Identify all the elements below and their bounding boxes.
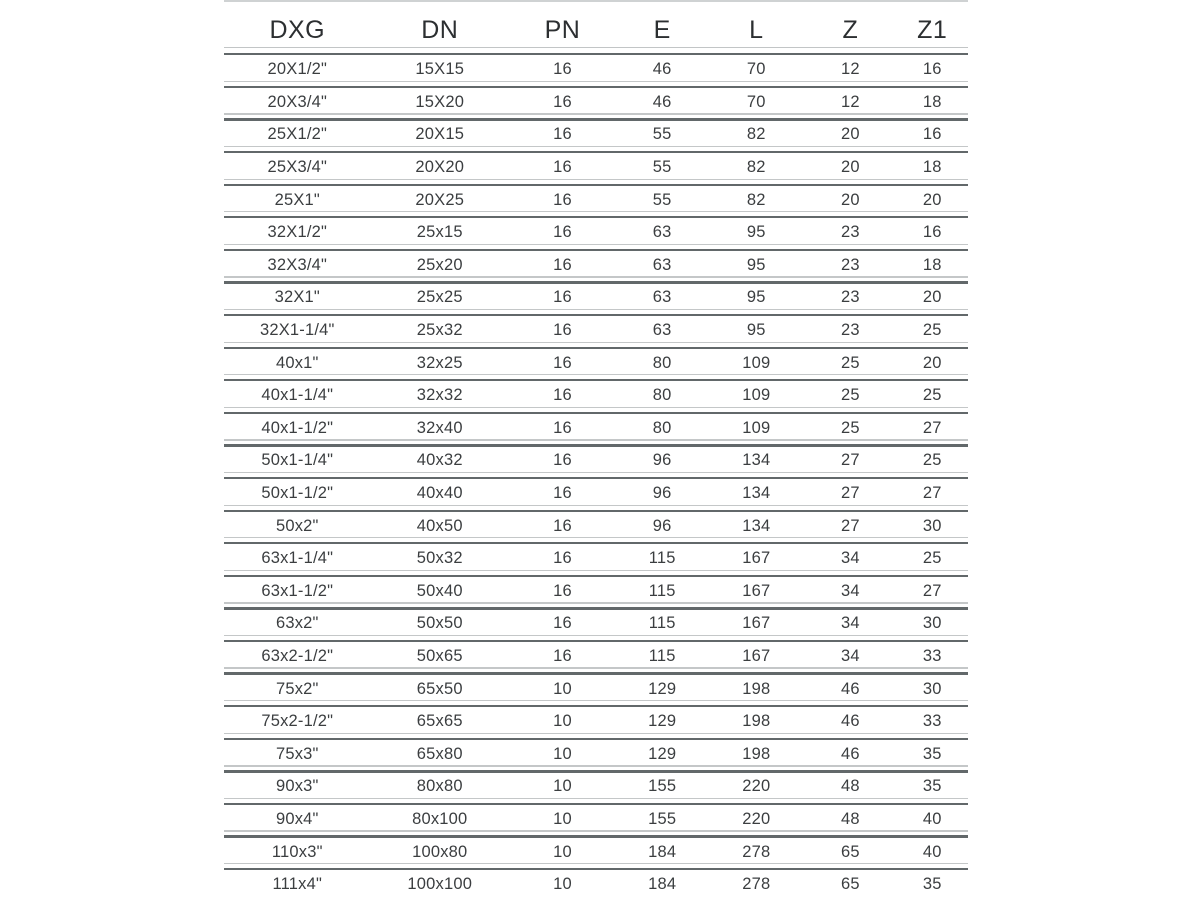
cell-z: 34 [841, 549, 860, 568]
cell-z: 25 [841, 353, 860, 372]
cell-pn: 16 [553, 158, 572, 177]
cell-pn: 10 [553, 842, 572, 861]
cell-dn: 40x40 [416, 484, 463, 503]
cell-e: 129 [648, 744, 677, 763]
cell-pn: 10 [553, 744, 572, 763]
cell-dxg: 25X3/4" [267, 158, 328, 177]
cell-l: 70 [746, 60, 766, 79]
table-row [224, 382, 968, 415]
cell-e: 155 [648, 809, 677, 828]
cell-l: 220 [742, 777, 771, 796]
cell-dxg: 50x1-1/4" [261, 451, 334, 470]
cell-pn: 10 [553, 875, 572, 894]
column-header-z: Z [842, 15, 859, 44]
cell-e: 80 [652, 418, 672, 437]
table-row [224, 252, 968, 285]
cell-dxg: 25X1" [274, 190, 320, 209]
table-row [224, 186, 968, 219]
cell-e: 55 [652, 125, 672, 144]
cell-e: 63 [652, 321, 672, 340]
cell-l: 278 [742, 842, 771, 861]
cell-dn: 32x32 [416, 386, 463, 405]
cell-dxg: 25X1/2" [267, 125, 328, 144]
cell-z1: 16 [922, 223, 942, 242]
cell-pn: 16 [553, 92, 572, 111]
cell-z1: 30 [922, 679, 942, 698]
column-header-dxg: DXG [269, 15, 326, 44]
cell-z1: 20 [922, 190, 942, 209]
cell-dn: 40x50 [416, 516, 463, 535]
cell-l: 82 [746, 190, 766, 209]
cell-e: 96 [652, 516, 672, 535]
cell-l: 167 [742, 614, 771, 633]
cell-e: 63 [652, 288, 672, 307]
cell-dn: 15X15 [415, 60, 465, 79]
cell-e: 80 [652, 353, 672, 372]
cell-e: 63 [652, 255, 672, 274]
cell-z1: 16 [922, 60, 942, 79]
cell-dxg: 32X1" [274, 288, 320, 307]
cell-l: 198 [742, 679, 771, 698]
cell-pn: 16 [553, 125, 572, 144]
cell-z: 20 [841, 125, 860, 144]
table-row [224, 610, 968, 643]
cell-dxg: 20X3/4" [267, 92, 328, 111]
cell-pn: 10 [553, 679, 572, 698]
cell-dxg: 63x2" [275, 614, 319, 633]
cell-pn: 16 [553, 549, 572, 568]
cell-e: 129 [648, 712, 677, 731]
table-row [224, 675, 968, 708]
cell-pn: 16 [553, 353, 572, 372]
cell-pn: 16 [553, 190, 572, 209]
cell-z1: 27 [922, 484, 942, 503]
cell-dn: 20X20 [415, 158, 465, 177]
cell-z1: 20 [922, 353, 942, 372]
cell-dxg: 32X3/4" [267, 255, 328, 274]
cell-e: 80 [652, 386, 672, 405]
cell-z: 27 [841, 451, 860, 470]
cell-z1: 40 [922, 842, 942, 861]
cell-e: 115 [648, 614, 676, 633]
table-row [224, 708, 968, 741]
table-row [224, 349, 968, 382]
table-row [224, 219, 968, 252]
table-row [224, 89, 968, 122]
cell-dxg: 111x4" [272, 875, 323, 894]
cell-z1: 40 [922, 809, 942, 828]
cell-z: 20 [841, 158, 860, 177]
cell-l: 220 [742, 809, 771, 828]
cell-pn: 10 [553, 809, 572, 828]
cell-pn: 16 [553, 581, 572, 600]
cell-l: 167 [742, 646, 771, 665]
cell-z1: 35 [922, 875, 942, 894]
table-row [224, 154, 968, 187]
cell-z1: 27 [922, 418, 942, 437]
column-header-dn: DN [421, 15, 459, 44]
cell-e: 55 [652, 158, 672, 177]
table-row [224, 871, 968, 900]
cell-z: 65 [841, 875, 860, 894]
cell-l: 134 [742, 516, 771, 535]
cell-dn: 50x65 [416, 646, 463, 665]
cell-dn: 50x40 [416, 581, 463, 600]
table-row [224, 480, 968, 513]
cell-dxg: 20X1/2" [267, 60, 328, 79]
cell-z: 25 [841, 386, 860, 405]
cell-l: 70 [746, 92, 766, 111]
cell-dn: 32x25 [416, 353, 463, 372]
table-row [224, 773, 968, 806]
cell-z: 46 [841, 744, 860, 763]
cell-dn: 25x32 [416, 321, 463, 340]
cell-z: 23 [841, 288, 860, 307]
cell-pn: 10 [553, 712, 572, 731]
cell-dxg: 50x2" [275, 516, 319, 535]
column-header-z1: Z1 [917, 15, 948, 44]
cell-z: 65 [841, 842, 860, 861]
cell-dn: 65x65 [416, 712, 463, 731]
cell-pn: 16 [553, 646, 572, 665]
cell-dn: 80x100 [412, 809, 468, 828]
cell-dn: 80x80 [416, 777, 463, 796]
table-row [224, 838, 968, 871]
cell-dn: 65x80 [416, 744, 463, 763]
cell-e: 115 [648, 549, 676, 568]
cell-pn: 16 [553, 451, 572, 470]
cell-pn: 16 [553, 288, 572, 307]
cell-e: 46 [652, 92, 672, 111]
cell-dxg: 75x2" [275, 679, 319, 698]
cell-dxg: 63x2-1/2" [261, 646, 334, 665]
cell-l: 95 [746, 288, 766, 307]
cell-z: 34 [841, 614, 860, 633]
table-row [224, 415, 968, 448]
cell-dxg: 90x3" [275, 777, 319, 796]
cell-pn: 16 [553, 255, 572, 274]
table-header-row [224, 0, 968, 56]
table-row [224, 545, 968, 578]
cell-dn: 25x20 [416, 255, 463, 274]
cell-dn: 50x32 [416, 549, 463, 568]
cell-z: 23 [841, 255, 860, 274]
cell-dn: 50x50 [416, 614, 463, 633]
cell-pn: 16 [553, 516, 572, 535]
cell-pn: 16 [553, 386, 572, 405]
cell-dn: 25x25 [416, 288, 463, 307]
column-header-e: E [653, 15, 671, 44]
table-row [224, 578, 968, 611]
cell-pn: 16 [553, 223, 572, 242]
cell-z1: 35 [922, 777, 942, 796]
cell-l: 134 [742, 484, 771, 503]
cell-l: 278 [742, 875, 771, 894]
cell-l: 95 [746, 223, 766, 242]
cell-z: 25 [841, 418, 860, 437]
cell-z: 34 [841, 646, 860, 665]
cell-z1: 25 [922, 549, 942, 568]
cell-dn: 65x50 [416, 679, 463, 698]
cell-e: 184 [648, 875, 677, 894]
cell-l: 109 [742, 353, 771, 372]
cell-l: 109 [742, 418, 771, 437]
cell-dn: 20X15 [415, 125, 465, 144]
cell-e: 55 [652, 190, 672, 209]
cell-e: 96 [652, 484, 672, 503]
table-row [224, 317, 968, 350]
cell-z1: 25 [922, 321, 942, 340]
cell-pn: 10 [553, 777, 572, 796]
cell-e: 115 [648, 581, 676, 600]
cell-dxg: 63x1-1/4" [261, 549, 334, 568]
cell-dxg: 75x3" [275, 744, 319, 763]
cell-z1: 25 [922, 386, 942, 405]
cell-e: 63 [652, 223, 672, 242]
cell-dxg: 50x1-1/2" [261, 484, 334, 503]
cell-dxg: 110x3" [271, 842, 323, 861]
spec-table [224, 0, 968, 900]
cell-e: 155 [648, 777, 677, 796]
cell-dn: 40x32 [416, 451, 463, 470]
cell-l: 134 [742, 451, 771, 470]
table-row [224, 740, 968, 773]
cell-dn: 32x40 [416, 418, 463, 437]
cell-z1: 16 [922, 125, 942, 144]
table-row [224, 806, 968, 839]
cell-l: 198 [742, 744, 771, 763]
cell-pn: 16 [553, 60, 572, 79]
cell-pn: 16 [553, 321, 572, 340]
cell-l: 95 [746, 255, 766, 274]
table-row [224, 56, 968, 89]
cell-z1: 20 [922, 288, 942, 307]
cell-z1: 18 [922, 255, 942, 274]
cell-e: 115 [648, 646, 676, 665]
cell-l: 198 [742, 712, 771, 731]
cell-z: 48 [841, 777, 860, 796]
cell-l: 82 [746, 158, 766, 177]
cell-dxg: 75x2-1/2" [261, 712, 334, 731]
cell-e: 46 [652, 60, 672, 79]
cell-e: 96 [652, 451, 672, 470]
cell-dn: 15X20 [415, 92, 465, 111]
cell-z1: 27 [922, 581, 942, 600]
table-row [224, 447, 968, 480]
cell-z1: 18 [922, 92, 942, 111]
cell-l: 167 [742, 581, 771, 600]
cell-z1: 25 [922, 451, 942, 470]
cell-l: 95 [746, 321, 766, 340]
cell-pn: 16 [553, 418, 572, 437]
column-header-l: L [749, 15, 764, 44]
cell-pn: 16 [553, 614, 572, 633]
cell-z: 23 [841, 321, 860, 340]
cell-z1: 30 [922, 516, 942, 535]
cell-z: 23 [841, 223, 860, 242]
table-body [224, 56, 968, 900]
cell-dxg: 40x1" [275, 353, 319, 372]
cell-dn: 25x15 [416, 223, 463, 242]
cell-e: 184 [648, 842, 677, 861]
table-row [224, 512, 968, 545]
cell-z: 27 [841, 484, 860, 503]
cell-z: 46 [841, 679, 860, 698]
cell-dxg: 32X1/2" [267, 223, 328, 242]
cell-e: 129 [648, 679, 677, 698]
cell-dn: 100x80 [412, 842, 468, 861]
cell-z: 46 [841, 712, 860, 731]
cell-z1: 33 [922, 646, 942, 665]
cell-l: 109 [742, 386, 771, 405]
cell-z1: 18 [922, 158, 942, 177]
cell-z: 34 [841, 581, 860, 600]
cell-dxg: 40x1-1/4" [261, 386, 334, 405]
cell-dxg: 40x1-1/2" [261, 418, 334, 437]
cell-z: 48 [841, 809, 860, 828]
cell-z: 20 [841, 190, 860, 209]
cell-dn: 20X25 [415, 190, 465, 209]
cell-dn: 100x100 [407, 875, 473, 894]
cell-z1: 35 [922, 744, 942, 763]
cell-z: 12 [841, 92, 860, 111]
table-row [224, 284, 968, 317]
table-row [224, 643, 968, 676]
cell-z1: 30 [922, 614, 942, 633]
cell-l: 167 [742, 549, 771, 568]
table-row [224, 121, 968, 154]
cell-z: 27 [841, 516, 860, 535]
cell-dxg: 63x1-1/2" [261, 581, 334, 600]
cell-z1: 33 [922, 712, 942, 731]
column-header-pn: PN [544, 15, 581, 44]
cell-dxg: 90x4" [275, 809, 319, 828]
cell-l: 82 [746, 125, 766, 144]
cell-pn: 16 [553, 484, 572, 503]
cell-z: 12 [841, 60, 860, 79]
cell-dxg: 32X1-1/4" [259, 321, 335, 340]
